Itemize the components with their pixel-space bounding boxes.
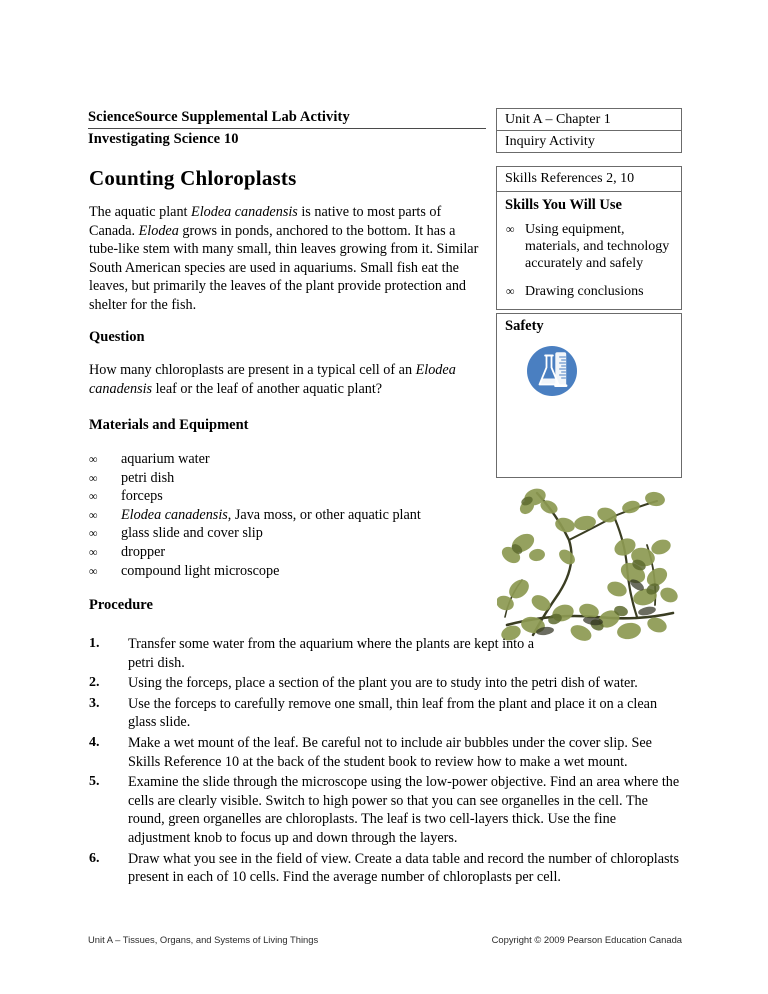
materials-list-item — [89, 487, 485, 506]
text-run: glass slide and cover slip — [121, 525, 263, 542]
skills-list-item-label: Using equipment, materials, and technology accurately and safely — [525, 222, 670, 271]
procedure-step-number: 3. — [89, 695, 100, 711]
materials-list-item-label — [121, 451, 210, 467]
procedure-step — [89, 850, 681, 887]
italic-term: Elodea — [138, 222, 179, 239]
infinity-bullet-icon: ∞ — [506, 222, 515, 236]
text-run: aquarium water — [121, 451, 210, 467]
text-run: How many chloroplasts are present in a typical cell of an — [89, 362, 416, 378]
text-run: leaf or the leaf of another aquatic plant? — [152, 380, 383, 397]
procedure-step-text: Draw what you see in the field of view. Create a data table and record the number of chloroplasts present in each of 10 cells. Find the average number of chloroplasts per cell. — [128, 850, 680, 886]
procedure-step-text: Make a wet mount of the leaf. Be careful not to include air bubbles under the cover slip. See Skills Reference 10 at the back of the student book to review how to make a wet mount. — [128, 734, 652, 770]
skills-list-item — [505, 221, 673, 272]
procedure-step-text: Use the forceps to carefully remove one small, thin leaf from the plant and place it on a clean glass slide. — [128, 695, 658, 731]
header-unit-box — [496, 108, 682, 153]
materials-list — [89, 450, 485, 580]
document-header-left — [88, 108, 486, 149]
infinity-bullet-icon: ∞ — [89, 489, 98, 504]
infinity-bullet-icon: ∞ — [506, 284, 515, 298]
procedure-step-number: 2. — [89, 675, 100, 691]
italic-term: Elodea canadensis — [121, 506, 228, 523]
skills-list — [505, 221, 673, 300]
materials-list-item — [89, 562, 485, 581]
footer-unit-label: Unit A – Tissues, Organs, and Systems of Living Things — [88, 934, 319, 945]
materials-list-item-label — [121, 525, 263, 541]
infinity-bullet-icon: ∞ — [89, 452, 98, 466]
text-run: dropper — [121, 543, 166, 560]
infinity-bullet-icon: ∞ — [89, 526, 98, 541]
header-course-line: Investigating Science 10 — [88, 131, 239, 147]
procedure-step-text: Using the forceps, place a section of the plant you are to study into the petri dish of water. — [128, 675, 638, 692]
skills-list-item-label: Drawing conclusions — [525, 284, 644, 299]
infinity-bullet-icon: ∞ — [89, 563, 98, 578]
procedure-step — [89, 674, 681, 693]
procedure-step-text: Transfer some water from the aquarium where the plants are kept into a petri dish. — [128, 636, 535, 671]
question-heading: Question — [89, 329, 145, 345]
text-run: The aquatic plant — [89, 204, 192, 220]
infinity-bullet-icon: ∞ — [89, 544, 98, 559]
flask-and-graduated-cylinder-icon — [523, 342, 673, 405]
footer-copyright: Copyright © 2009 Pearson Education Canada — [491, 934, 682, 945]
materials-list-item-label — [121, 563, 279, 579]
page-title: Counting Chloroplasts — [89, 166, 297, 190]
skills-list-item — [505, 283, 673, 300]
text-run: compound light microscope — [121, 562, 280, 579]
infinity-bullet-icon: ∞ — [89, 507, 98, 522]
procedure-steps — [89, 635, 681, 889]
materials-list-item — [89, 450, 485, 469]
materials-list-item — [89, 524, 485, 543]
introduction-paragraph — [89, 203, 485, 315]
skills-you-will-use-box — [496, 192, 682, 310]
procedure-step — [89, 635, 536, 672]
procedure-step-number: 6. — [89, 850, 100, 866]
header-activity-type: Inquiry Activity — [497, 130, 681, 152]
infinity-bullet-icon: ∞ — [89, 470, 98, 485]
text-run: petri dish — [121, 469, 175, 486]
procedure-step-text: Examine the slide through the microscope using the low-power objective. Find an area where the cells are clearly visible. Switch to high power so that you can see organelles in the cell. The round, green organelles are chloroplasts. The leaf is two cell-layers thick. Use the fine adjustment knob to focus up and down through the layers. — [128, 774, 680, 846]
text-run: forceps — [121, 488, 163, 505]
text-run: , Java moss, or other aquatic plant — [227, 506, 421, 523]
question-paragraph — [89, 361, 485, 398]
header-divider-rule — [88, 128, 486, 129]
materials-list-item — [89, 543, 485, 562]
header-unit-chapter: Unit A – Chapter 1 — [505, 112, 611, 127]
header-publisher-line: ScienceSource Supplemental Lab Activity — [88, 109, 350, 125]
italic-term: Elodea canadensis — [89, 362, 456, 397]
elodea-plant-photo — [497, 485, 678, 647]
materials-list-item-label — [121, 488, 163, 504]
text-run: is native to most parts of Canada. — [89, 204, 442, 239]
materials-list-item — [89, 469, 485, 488]
materials-heading: Materials and Equipment — [89, 417, 249, 433]
procedure-step — [89, 695, 681, 732]
procedure-step-number: 4. — [89, 734, 100, 750]
procedure-step-number: 5. — [89, 774, 100, 790]
materials-list-item-label — [121, 507, 421, 523]
materials-list-item — [89, 506, 485, 525]
materials-list-item-label — [121, 470, 174, 486]
procedure-step-number: 1. — [89, 636, 100, 651]
italic-term: Elodea canadensis — [191, 204, 298, 220]
skills-box-title: Skills You Will Use — [505, 197, 622, 213]
skills-references-box: Skills References 2, 10 — [496, 166, 682, 192]
safety-box-title: Safety — [505, 318, 544, 334]
safety-box — [496, 313, 682, 478]
page-footer — [88, 934, 682, 945]
procedure-step — [89, 773, 681, 847]
procedure-step — [89, 734, 681, 771]
text-run: grows in ponds, anchored to the bottom. It has a tube-like stem with many small, thin leaves growing from it. Similar South American species are used in aquariums. Small fish eat the leaves, but primarily the leaves of the plant provide protection and shelter for the fish. — [89, 222, 479, 313]
procedure-heading: Procedure — [89, 597, 153, 613]
materials-list-item-label — [121, 544, 165, 560]
